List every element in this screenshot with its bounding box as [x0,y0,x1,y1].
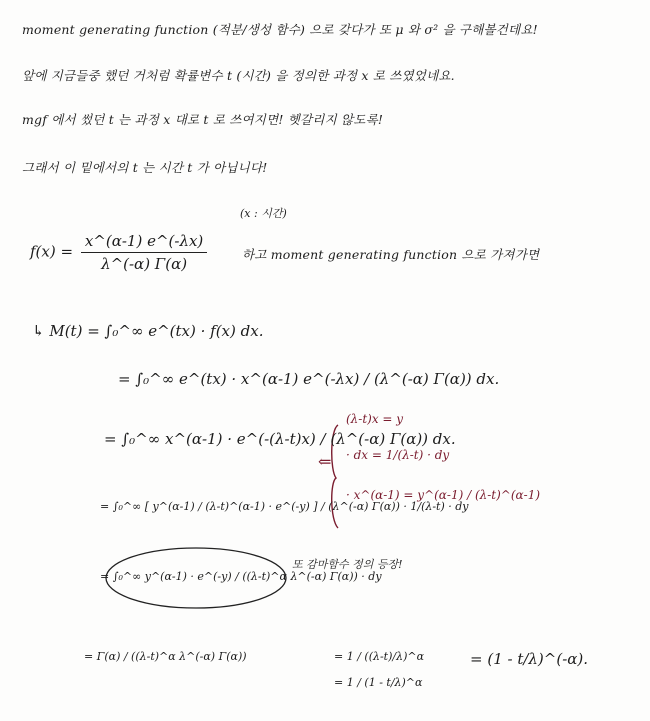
final-eq-3: = 1 / (1 - t/λ)^α [334,676,423,689]
substitution-line-3: · x^(α-1) = y^(α-1) / (λ-t)^(α-1) [346,488,541,502]
pdf-side-note: 하고 moment generating function 으로 가져가면 [242,247,540,262]
pdf-numerator: x^(α-1) e^(-λx) [81,232,207,253]
final-eq-4: = (1 - t/λ)^(-α). [470,650,589,668]
substitution-line-2: · dx = 1/(λ-t) · dy [346,448,450,462]
derivation-step-3: = ∫₀^∞ x^(α-1) · e^(-(λ-t)x) / (λ^(-α) Γ(α)) dx. [104,430,456,448]
gamma-note: 또 감마함수 정의 등장! [292,558,403,571]
final-eq-2: = 1 / ((λ-t)/λ)^α [334,650,425,663]
intro-line-1: moment generating function (적분/생성 함수) 으로 갖다가 또 μ 와 σ² 을 구해볼건데요! [22,22,538,37]
substitution-arrow: ⇐ [318,452,332,471]
derivation-step-2: = ∫₀^∞ e^(tx) · x^(α-1) e^(-λx) / (λ^(-α) Γ(α)) dx. [118,370,500,388]
mgf-lhs: ↳ M(t) = [32,322,100,340]
intro-line-3: mgf 에서 썼던 t 는 과정 x 대로 t 로 쓰여지면! 헷갈리지 않도록! [22,112,384,127]
substitution-line-1: (λ-t)x = y [346,412,404,426]
pdf-top-note: (x : 시간) [240,207,287,220]
intro-line-2: 앞에 지금들중 했던 거처럼 확률변수 t (시간) 을 정의한 과정 x 로 쓰였었네요. [22,68,455,83]
pdf-fraction [81,232,207,273]
pdf-definition [30,232,210,273]
derivation-step-5: = ∫₀^∞ y^(α-1) · e^(-y) / ((λ-t)^α λ^(-α) Γ(α)) · dy [100,570,382,583]
intro-line-4: 그래서 이 밑에서의 t 는 시간 t 가 아닙니다! [22,160,268,175]
pdf-denominator: λ^(-α) Γ(α) [101,255,188,273]
final-eq-1: = Γ(α) / ((λ-t)^α λ^(-α) Γ(α)) [84,650,247,663]
pdf-label: f(x) = [30,242,74,261]
derivation-step-4: = ∫₀^∞ [ y^(α-1) / (λ-t)^(α-1) · e^(-y) ] / (λ^(-α) Γ(α)) · 1/(λ-t) · dy [100,500,469,513]
mgf-rhs: ∫₀^∞ e^(tx) · f(x) dx. [104,322,264,340]
derivation-step-1 [32,322,263,340]
